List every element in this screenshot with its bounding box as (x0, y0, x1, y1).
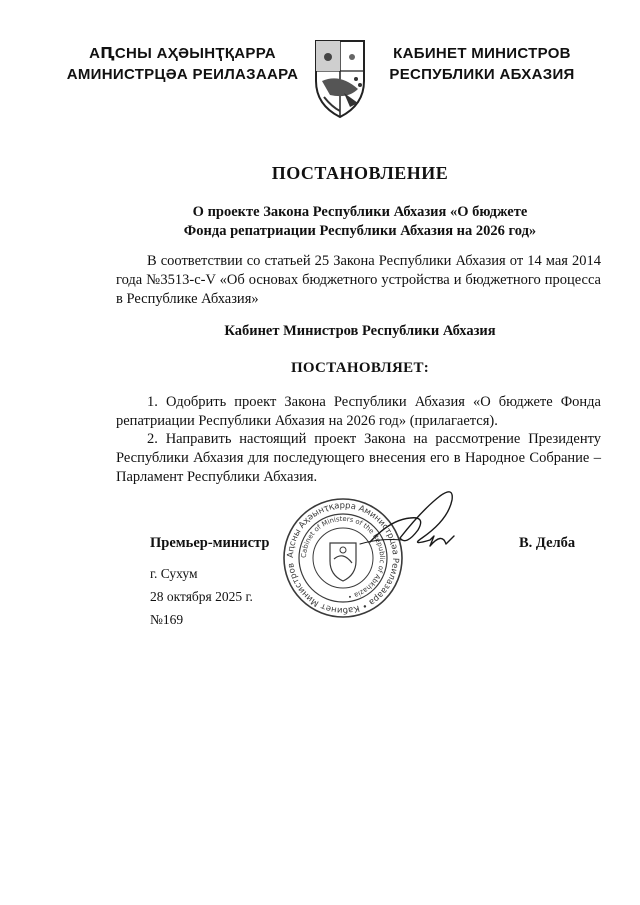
coat-of-arms-emblem (300, 33, 380, 123)
issue-city: г. Сухум (150, 566, 198, 581)
header-left-line2: АМИНИСТРЦӘА РЕИЛАЗААРА (66, 66, 299, 83)
header-left-line1: АԤСНЫ АҲӘЫНҬҚАРРА (89, 45, 276, 62)
header-right-line1: КАБИНЕТ МИНИСТРОВ (393, 45, 571, 62)
signatory-name: В. Делба (519, 535, 576, 551)
subject-line1: О проекте Закона Республики Абхазия «О бюджете (192, 204, 528, 220)
preamble-paragraph: В соответствии со статьей 25 Закона Республики Абхазия от 14 мая 2014 года №3513-с-V «Об основах бюджетного устройства и бюджетного процесса в Республике Абхазия» (116, 253, 601, 307)
handwritten-signature (330, 480, 480, 560)
subject-line2: Фонда репатриации Республики Абхазия на 2026 год» (183, 223, 537, 239)
document-number: №169 (150, 612, 184, 627)
document-title: ПОСТАНОВЛЕНИЕ (271, 163, 449, 183)
header-right-line2: РЕСПУБЛИКИ АБХАЗИЯ (389, 66, 575, 83)
issue-date: 28 октября 2025 г. (150, 589, 253, 604)
stamp-outer-text: Аԥсны Аҳәынҭқарра Аминистрцәа Реилазаара • Кабинет Министров (285, 500, 401, 616)
resolves-heading: ПОСТАНОВЛЯЕТ: (290, 360, 430, 376)
header-left (60, 43, 305, 85)
resolution-item-1: 1. Одобрить проект Закона Республики Абхазия «О бюджете Фонда репатриации Республики Абхазия на 2026 год» (прилагается). (116, 394, 601, 429)
header-right (382, 43, 582, 85)
stamp-inner-text: Cabinet of Ministers of the Republic of Abkhazia • (299, 514, 387, 601)
signatory-position: Премьер-министр (150, 535, 270, 551)
issuer-line: Кабинет Министров Республики Абхазия (224, 323, 496, 339)
resolution-item-2: 2. Направить настоящий проект Закона на рассмотрение Президенту Республики Абхазия для последующего внесения его в Народное Собрание – Парламент Республики Абхазия. (116, 431, 601, 485)
document-subject (0, 203, 640, 241)
